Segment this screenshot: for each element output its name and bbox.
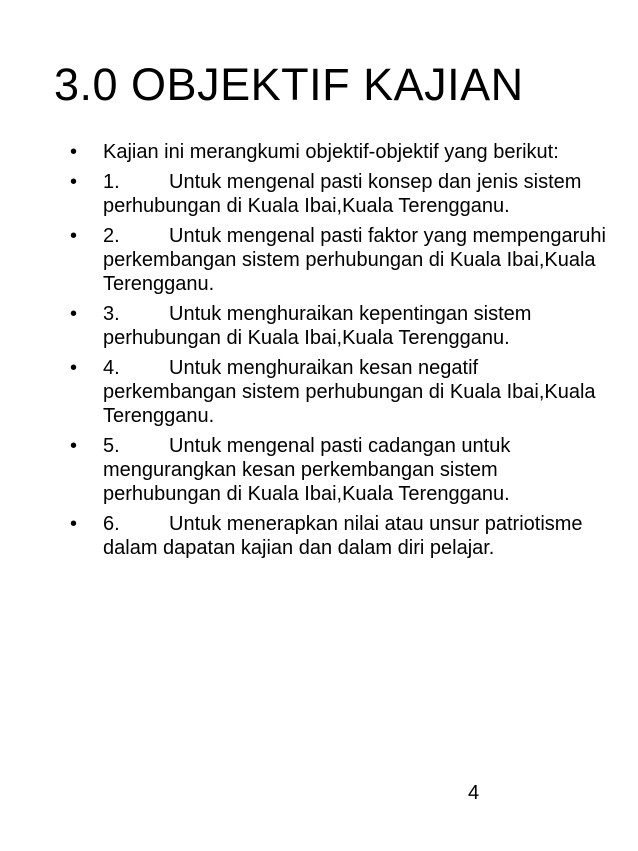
objectives-list: [70, 140, 610, 566]
item-number: 5.: [103, 435, 120, 457]
bullet-text: Untuk menerapkan nilai atau unsur patriotisme dalam dapatan kajian dan dalam diri pelajar.: [103, 513, 583, 559]
bullet-icon: •: [70, 513, 78, 535]
bullet-icon: •: [70, 225, 78, 247]
list-item-objective-1: [70, 170, 610, 218]
bullet-icon: •: [70, 435, 78, 457]
list-item-objective-2: [70, 224, 610, 296]
bullet-icon: •: [70, 171, 78, 193]
item-number: 4.: [103, 357, 120, 379]
bullet-icon: •: [70, 303, 78, 325]
item-number: 1.: [103, 171, 120, 193]
page-number: 4: [468, 782, 480, 804]
bullet-icon: •: [70, 141, 78, 163]
bullet-text: Untuk mengenal pasti faktor yang mempengaruhi perkembangan sistem perhubungan di Kuala Ibai,Kuala Terengganu.: [103, 225, 606, 295]
bullet-icon: •: [70, 357, 78, 379]
list-item-objective-3: [70, 302, 610, 350]
bullet-text: Untuk menghuraikan kesan negatif perkembangan sistem perhubungan di Kuala Ibai,Kuala Terengganu.: [103, 357, 596, 427]
bullet-text: Untuk mengenal pasti cadangan untuk mengurangkan kesan perkembangan sistem perhubungan di Kuala Ibai,Kuala Terengganu.: [103, 435, 511, 505]
list-item-objective-5: [70, 434, 610, 506]
slide-title: 3.0 OBJEKTIF KAJIAN: [54, 59, 524, 110]
item-number: 6.: [103, 513, 120, 535]
item-number: 2.: [103, 225, 120, 247]
list-item-intro: [70, 140, 610, 164]
bullet-text: Kajian ini merangkumi objektif-objektif yang berikut:: [103, 141, 559, 163]
bullet-text: Untuk menghuraikan kepentingan sistem perhubungan di Kuala Ibai,Kuala Terengganu.: [103, 303, 532, 349]
list-item-objective-4: [70, 356, 610, 428]
bullet-text: Untuk mengenal pasti konsep dan jenis sistem perhubungan di Kuala Ibai,Kuala Terengganu.: [103, 171, 582, 217]
item-number: 3.: [103, 303, 120, 325]
list-item-objective-6: [70, 512, 610, 560]
